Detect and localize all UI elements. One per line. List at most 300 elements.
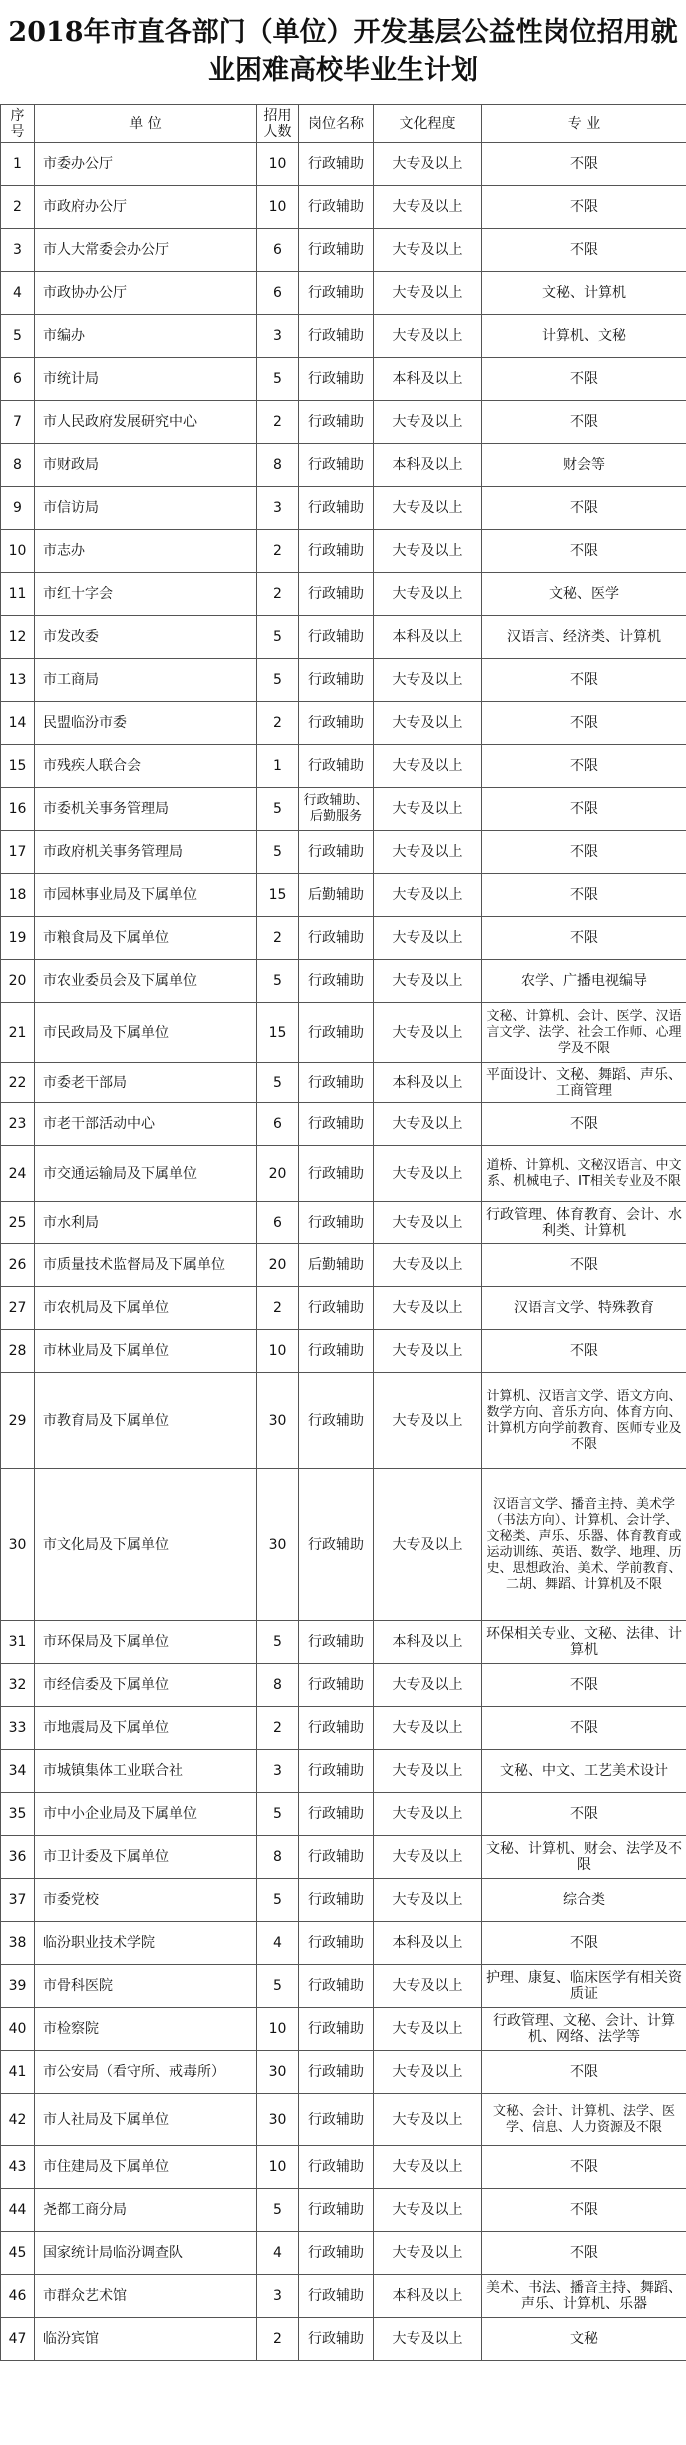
table-row — [1, 1793, 686, 1836]
table-row — [1, 2232, 686, 2275]
row-major: 行政管理、体育教育、会计、水利类、计算机 — [482, 1202, 686, 1244]
row-no: 35 — [1, 1793, 35, 1836]
table-row — [1, 788, 686, 831]
row-unit: 市人社局及下属单位 — [35, 2094, 257, 2146]
row-post: 行政辅助 — [299, 1146, 374, 1202]
table-row — [1, 1003, 686, 1063]
table-row — [1, 2146, 686, 2189]
row-no: 24 — [1, 1146, 35, 1202]
row-education: 本科及以上 — [374, 1922, 482, 1965]
row-no: 2 — [1, 186, 35, 229]
row-no: 14 — [1, 702, 35, 745]
row-count: 2 — [257, 702, 299, 745]
row-unit: 市文化局及下属单位 — [35, 1469, 257, 1621]
row-no: 18 — [1, 874, 35, 917]
row-education: 大专及以上 — [374, 143, 482, 186]
row-major: 不限 — [482, 358, 686, 401]
row-education: 本科及以上 — [374, 1621, 482, 1664]
table-row — [1, 1063, 686, 1103]
row-post: 行政辅助 — [299, 1965, 374, 2008]
row-education: 大专及以上 — [374, 1836, 482, 1879]
table-row — [1, 1469, 686, 1621]
row-unit: 国家统计局临汾调查队 — [35, 2232, 257, 2275]
row-unit: 市农机局及下属单位 — [35, 1287, 257, 1330]
row-no: 11 — [1, 573, 35, 616]
row-count: 5 — [257, 1965, 299, 2008]
row-education: 大专及以上 — [374, 229, 482, 272]
row-post: 行政辅助 — [299, 2146, 374, 2189]
row-no: 38 — [1, 1922, 35, 1965]
row-major: 不限 — [482, 401, 686, 444]
row-count: 5 — [257, 960, 299, 1003]
row-no: 47 — [1, 2318, 35, 2361]
row-count: 2 — [257, 401, 299, 444]
row-major: 不限 — [482, 659, 686, 702]
row-education: 大专及以上 — [374, 1664, 482, 1707]
row-no: 23 — [1, 1103, 35, 1146]
row-major: 综合类 — [482, 1879, 686, 1922]
table-row — [1, 616, 686, 659]
row-count: 10 — [257, 1330, 299, 1373]
row-no: 5 — [1, 315, 35, 358]
row-major: 汉语言文学、特殊教育 — [482, 1287, 686, 1330]
row-education: 大专及以上 — [374, 315, 482, 358]
row-count: 6 — [257, 229, 299, 272]
row-post: 行政辅助 — [299, 315, 374, 358]
row-education: 大专及以上 — [374, 1469, 482, 1621]
row-no: 15 — [1, 745, 35, 788]
row-post: 行政辅助 — [299, 702, 374, 745]
row-education: 大专及以上 — [374, 487, 482, 530]
row-unit: 市委办公厅 — [35, 143, 257, 186]
row-unit: 市财政局 — [35, 444, 257, 487]
row-post: 行政辅助 — [299, 2232, 374, 2275]
row-major: 环保相关专业、文秘、法律、计算机 — [482, 1621, 686, 1664]
row-post: 行政辅助 — [299, 1373, 374, 1469]
row-unit: 市交通运输局及下属单位 — [35, 1146, 257, 1202]
table-row — [1, 1664, 686, 1707]
row-no: 32 — [1, 1664, 35, 1707]
row-major: 美术、书法、播音主持、舞蹈、声乐、计算机、乐器 — [482, 2275, 686, 2318]
row-major: 文秘、会计、计算机、法学、医学、信息、人力资源及不限 — [482, 2094, 686, 2146]
row-education: 大专及以上 — [374, 1750, 482, 1793]
row-major: 文秘、医学 — [482, 573, 686, 616]
row-unit: 市政府机关事务管理局 — [35, 831, 257, 874]
row-no: 31 — [1, 1621, 35, 1664]
row-major: 不限 — [482, 702, 686, 745]
row-unit: 市老干部活动中心 — [35, 1103, 257, 1146]
row-major: 不限 — [482, 1922, 686, 1965]
row-education: 大专及以上 — [374, 788, 482, 831]
row-education: 大专及以上 — [374, 702, 482, 745]
row-count: 3 — [257, 1750, 299, 1793]
row-no: 37 — [1, 1879, 35, 1922]
row-education: 大专及以上 — [374, 659, 482, 702]
table-row — [1, 960, 686, 1003]
row-no: 46 — [1, 2275, 35, 2318]
row-post: 行政辅助 — [299, 2189, 374, 2232]
row-post: 行政辅助 — [299, 1836, 374, 1879]
row-no: 28 — [1, 1330, 35, 1373]
row-count: 5 — [257, 1063, 299, 1103]
row-education: 本科及以上 — [374, 1063, 482, 1103]
table-row — [1, 1287, 686, 1330]
table-row — [1, 1707, 686, 1750]
row-post: 行政辅助 — [299, 573, 374, 616]
row-post: 后勤辅助 — [299, 874, 374, 917]
row-count: 5 — [257, 1793, 299, 1836]
table-row — [1, 487, 686, 530]
row-post: 行政辅助 — [299, 1879, 374, 1922]
row-unit: 市民政局及下属单位 — [35, 1003, 257, 1063]
row-post: 行政辅助 — [299, 272, 374, 315]
row-no: 21 — [1, 1003, 35, 1063]
row-count: 5 — [257, 831, 299, 874]
row-education: 大专及以上 — [374, 1202, 482, 1244]
header-cell-unit: 单 位 — [35, 105, 257, 143]
row-count: 2 — [257, 2318, 299, 2361]
row-unit: 市政协办公厅 — [35, 272, 257, 315]
row-education: 大专及以上 — [374, 2318, 482, 2361]
header-cell-major: 专 业 — [482, 105, 686, 143]
row-major: 不限 — [482, 2189, 686, 2232]
row-count: 3 — [257, 2275, 299, 2318]
row-no: 25 — [1, 1202, 35, 1244]
row-unit: 市骨科医院 — [35, 1965, 257, 2008]
row-count: 10 — [257, 186, 299, 229]
row-education: 大专及以上 — [374, 1965, 482, 2008]
table-row — [1, 1373, 686, 1469]
row-post: 行政辅助 — [299, 1330, 374, 1373]
row-unit: 市农业委员会及下属单位 — [35, 960, 257, 1003]
row-no: 44 — [1, 2189, 35, 2232]
row-unit: 市林业局及下属单位 — [35, 1330, 257, 1373]
row-count: 4 — [257, 2232, 299, 2275]
row-no: 20 — [1, 960, 35, 1003]
row-post: 行政辅助 — [299, 2008, 374, 2051]
row-major: 道桥、计算机、文秘汉语言、中文系、机械电子、IT相关专业及不限 — [482, 1146, 686, 1202]
row-education: 大专及以上 — [374, 874, 482, 917]
row-count: 6 — [257, 1103, 299, 1146]
row-major: 文秘、中文、工艺美术设计 — [482, 1750, 686, 1793]
table-row — [1, 1965, 686, 2008]
row-unit: 临汾宾馆 — [35, 2318, 257, 2361]
row-post: 行政辅助 — [299, 401, 374, 444]
row-count: 5 — [257, 1879, 299, 1922]
row-education: 大专及以上 — [374, 272, 482, 315]
plan-table — [0, 104, 686, 2361]
table-row — [1, 745, 686, 788]
row-no: 36 — [1, 1836, 35, 1879]
row-post: 行政辅助 — [299, 745, 374, 788]
row-no: 27 — [1, 1287, 35, 1330]
table-row — [1, 702, 686, 745]
row-unit: 市政府办公厅 — [35, 186, 257, 229]
row-no: 7 — [1, 401, 35, 444]
table-row — [1, 1330, 686, 1373]
row-count: 2 — [257, 917, 299, 960]
row-unit: 临汾职业技术学院 — [35, 1922, 257, 1965]
row-no: 43 — [1, 2146, 35, 2189]
row-post: 行政辅助 — [299, 358, 374, 401]
row-education: 大专及以上 — [374, 1879, 482, 1922]
row-major: 不限 — [482, 788, 686, 831]
row-major: 不限 — [482, 2232, 686, 2275]
row-unit: 市委党校 — [35, 1879, 257, 1922]
row-unit: 市粮食局及下属单位 — [35, 917, 257, 960]
row-unit: 市委老干部局 — [35, 1063, 257, 1103]
row-count: 20 — [257, 1244, 299, 1287]
row-unit: 民盟临汾市委 — [35, 702, 257, 745]
header-row — [1, 105, 686, 143]
table-row — [1, 659, 686, 702]
table-row — [1, 1836, 686, 1879]
row-education: 大专及以上 — [374, 2008, 482, 2051]
row-no: 1 — [1, 143, 35, 186]
row-count: 5 — [257, 788, 299, 831]
header-cell-count: 招用人数 — [257, 105, 299, 143]
table-row — [1, 315, 686, 358]
row-post: 行政辅助 — [299, 143, 374, 186]
row-no: 22 — [1, 1063, 35, 1103]
row-unit: 市教育局及下属单位 — [35, 1373, 257, 1469]
row-education: 大专及以上 — [374, 1003, 482, 1063]
row-count: 20 — [257, 1146, 299, 1202]
row-count: 5 — [257, 1621, 299, 1664]
row-unit: 市红十字会 — [35, 573, 257, 616]
row-post: 行政辅助 — [299, 1793, 374, 1836]
row-no: 16 — [1, 788, 35, 831]
table-row — [1, 573, 686, 616]
table-row — [1, 401, 686, 444]
row-post: 行政辅助 — [299, 2094, 374, 2146]
row-post: 行政辅助 — [299, 659, 374, 702]
table-row — [1, 831, 686, 874]
row-major: 计算机、文秘 — [482, 315, 686, 358]
row-post: 行政辅助 — [299, 1202, 374, 1244]
row-count: 2 — [257, 573, 299, 616]
row-major: 文秘、计算机、会计、医学、汉语言文学、法学、社会工作师、心理学及不限 — [482, 1003, 686, 1063]
row-major: 不限 — [482, 2051, 686, 2094]
row-post: 行政辅助 — [299, 1469, 374, 1621]
row-major: 不限 — [482, 1244, 686, 1287]
row-major: 不限 — [482, 831, 686, 874]
row-count: 5 — [257, 659, 299, 702]
table-row — [1, 1244, 686, 1287]
row-major: 文秘 — [482, 2318, 686, 2361]
row-count: 10 — [257, 2008, 299, 2051]
row-unit: 市编办 — [35, 315, 257, 358]
row-major: 不限 — [482, 530, 686, 573]
row-major: 不限 — [482, 917, 686, 960]
row-unit: 市中小企业局及下属单位 — [35, 1793, 257, 1836]
row-unit: 市委机关事务管理局 — [35, 788, 257, 831]
row-major: 农学、广播电视编导 — [482, 960, 686, 1003]
row-post: 行政辅助 — [299, 616, 374, 659]
row-major: 行政管理、文秘、会计、计算机、网络、法学等 — [482, 2008, 686, 2051]
row-unit: 市环保局及下属单位 — [35, 1621, 257, 1664]
row-no: 41 — [1, 2051, 35, 2094]
page-title: 2018年市直各部门（单位）开发基层公益性岗位招用就业困难高校毕业生计划 — [8, 17, 678, 86]
row-education: 大专及以上 — [374, 831, 482, 874]
row-count: 8 — [257, 444, 299, 487]
row-count: 1 — [257, 745, 299, 788]
row-post: 后勤辅助 — [299, 1244, 374, 1287]
row-education: 大专及以上 — [374, 1146, 482, 1202]
table-row — [1, 917, 686, 960]
row-major: 不限 — [482, 143, 686, 186]
table-row — [1, 1202, 686, 1244]
row-major: 护理、康复、临床医学有相关资质证 — [482, 1965, 686, 2008]
row-unit: 市质量技术监督局及下属单位 — [35, 1244, 257, 1287]
row-major: 不限 — [482, 1664, 686, 1707]
row-unit: 市统计局 — [35, 358, 257, 401]
row-count: 15 — [257, 1003, 299, 1063]
row-major: 汉语言文学、播音主持、美术学（书法方向）、计算机、会计学、文秘类、声乐、乐器、体育教育或运动训练、英语、数学、地理、历史、思想政治、美术、学前教育、二胡、舞蹈、计算机及不限 — [482, 1469, 686, 1621]
row-unit: 市群众艺术馆 — [35, 2275, 257, 2318]
row-count: 30 — [257, 1469, 299, 1621]
row-major: 不限 — [482, 1707, 686, 1750]
table-row — [1, 2008, 686, 2051]
table-row — [1, 2094, 686, 2146]
row-no: 4 — [1, 272, 35, 315]
row-education: 大专及以上 — [374, 2051, 482, 2094]
row-no: 8 — [1, 444, 35, 487]
row-unit: 市城镇集体工业联合社 — [35, 1750, 257, 1793]
table-row — [1, 186, 686, 229]
row-education: 大专及以上 — [374, 745, 482, 788]
row-major: 不限 — [482, 874, 686, 917]
row-count: 2 — [257, 1707, 299, 1750]
row-no: 17 — [1, 831, 35, 874]
row-major: 不限 — [482, 745, 686, 788]
row-count: 2 — [257, 530, 299, 573]
row-count: 10 — [257, 143, 299, 186]
table-row — [1, 1146, 686, 1202]
row-count: 5 — [257, 616, 299, 659]
row-major: 不限 — [482, 1103, 686, 1146]
table-row — [1, 2189, 686, 2232]
row-post: 行政辅助 — [299, 186, 374, 229]
row-no: 42 — [1, 2094, 35, 2146]
row-education: 大专及以上 — [374, 530, 482, 573]
row-education: 大专及以上 — [374, 1244, 482, 1287]
table-row — [1, 1922, 686, 1965]
table-row — [1, 358, 686, 401]
row-post: 行政辅助 — [299, 2051, 374, 2094]
row-no: 33 — [1, 1707, 35, 1750]
row-count: 30 — [257, 2051, 299, 2094]
table-row — [1, 444, 686, 487]
row-post: 行政辅助 — [299, 487, 374, 530]
table-row — [1, 2318, 686, 2361]
row-post: 行政辅助 — [299, 1063, 374, 1103]
row-major: 财会等 — [482, 444, 686, 487]
row-post: 行政辅助 — [299, 444, 374, 487]
row-unit: 市发改委 — [35, 616, 257, 659]
row-count: 8 — [257, 1836, 299, 1879]
table-row — [1, 1750, 686, 1793]
row-major: 不限 — [482, 487, 686, 530]
row-major: 不限 — [482, 2146, 686, 2189]
row-unit: 市检察院 — [35, 2008, 257, 2051]
table-row — [1, 530, 686, 573]
table-row — [1, 2051, 686, 2094]
row-education: 大专及以上 — [374, 2094, 482, 2146]
row-major: 不限 — [482, 229, 686, 272]
row-post: 行政辅助 — [299, 530, 374, 573]
row-count: 2 — [257, 1287, 299, 1330]
row-post: 行政辅助 — [299, 917, 374, 960]
row-education: 大专及以上 — [374, 2146, 482, 2189]
row-education: 大专及以上 — [374, 1287, 482, 1330]
row-count: 10 — [257, 2146, 299, 2189]
row-count: 3 — [257, 487, 299, 530]
table-row — [1, 874, 686, 917]
row-no: 19 — [1, 917, 35, 960]
row-unit: 市人民政府发展研究中心 — [35, 401, 257, 444]
row-count: 30 — [257, 1373, 299, 1469]
row-major: 不限 — [482, 186, 686, 229]
row-no: 45 — [1, 2232, 35, 2275]
row-no: 13 — [1, 659, 35, 702]
row-major: 计算机、汉语言文学、语文方向、数学方向、音乐方向、体育方向、计算机方向学前教育、医师专业及不限 — [482, 1373, 686, 1469]
row-education: 大专及以上 — [374, 573, 482, 616]
row-education: 大专及以上 — [374, 1330, 482, 1373]
header-cell-education: 文化程度 — [374, 105, 482, 143]
row-education: 大专及以上 — [374, 401, 482, 444]
row-count: 3 — [257, 315, 299, 358]
row-unit: 市志办 — [35, 530, 257, 573]
row-post: 行政辅助 — [299, 1621, 374, 1664]
row-no: 40 — [1, 2008, 35, 2051]
row-count: 6 — [257, 1202, 299, 1244]
row-education: 大专及以上 — [374, 960, 482, 1003]
row-unit: 市残疾人联合会 — [35, 745, 257, 788]
row-post: 行政辅助、后勤服务 — [299, 788, 374, 831]
row-count: 30 — [257, 2094, 299, 2146]
row-no: 30 — [1, 1469, 35, 1621]
row-unit: 市卫计委及下属单位 — [35, 1836, 257, 1879]
row-unit: 市地震局及下属单位 — [35, 1707, 257, 1750]
row-no: 34 — [1, 1750, 35, 1793]
row-education: 本科及以上 — [374, 2275, 482, 2318]
row-post: 行政辅助 — [299, 2275, 374, 2318]
row-post: 行政辅助 — [299, 1003, 374, 1063]
row-major: 文秘、计算机、财会、法学及不限 — [482, 1836, 686, 1879]
table-row — [1, 1621, 686, 1664]
row-no: 6 — [1, 358, 35, 401]
row-no: 26 — [1, 1244, 35, 1287]
row-major: 不限 — [482, 1793, 686, 1836]
row-post: 行政辅助 — [299, 1103, 374, 1146]
row-post: 行政辅助 — [299, 831, 374, 874]
row-unit: 市公安局（看守所、戒毒所） — [35, 2051, 257, 2094]
table-row — [1, 272, 686, 315]
table-row — [1, 1103, 686, 1146]
row-no: 10 — [1, 530, 35, 573]
row-education: 大专及以上 — [374, 1793, 482, 1836]
row-unit: 尧都工商分局 — [35, 2189, 257, 2232]
row-major: 文秘、计算机 — [482, 272, 686, 315]
row-education: 大专及以上 — [374, 917, 482, 960]
row-no: 12 — [1, 616, 35, 659]
table-row — [1, 229, 686, 272]
row-post: 行政辅助 — [299, 1664, 374, 1707]
row-post: 行政辅助 — [299, 1922, 374, 1965]
row-post: 行政辅助 — [299, 1707, 374, 1750]
row-post: 行政辅助 — [299, 1750, 374, 1793]
